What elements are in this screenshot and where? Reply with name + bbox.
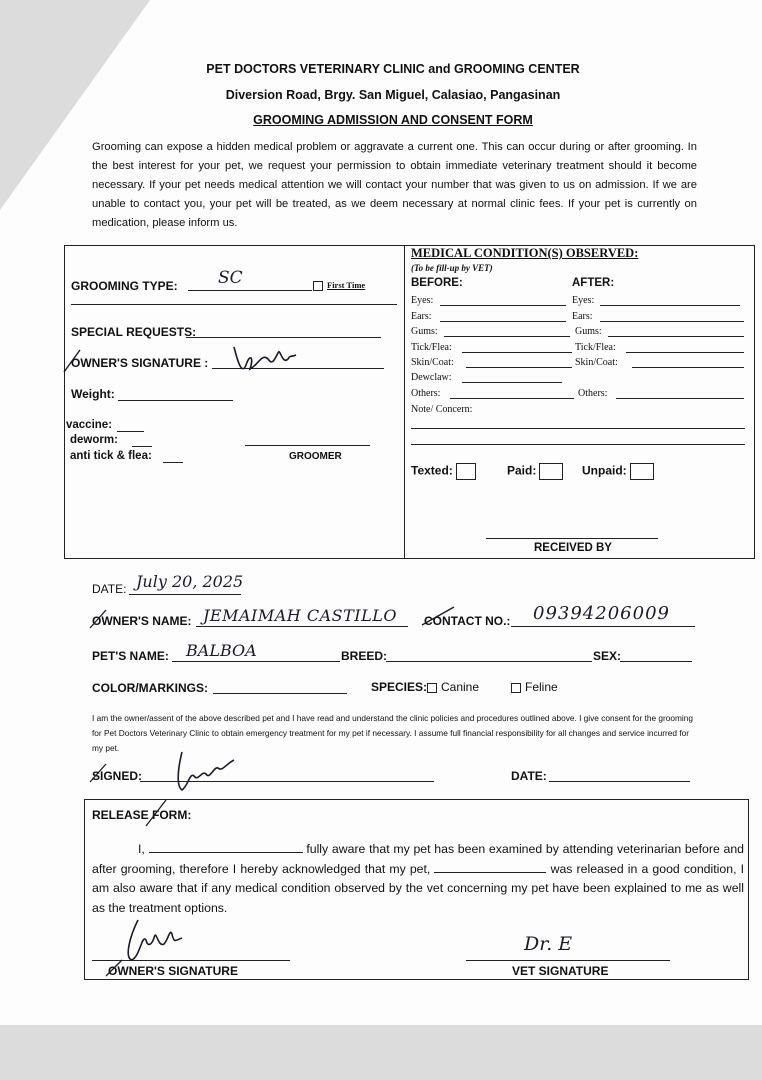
after-eyes-line (600, 305, 740, 306)
release-owner-signature-label: OWNER'S SIGNATURE (108, 964, 238, 978)
after-others-label: Others: (578, 388, 608, 399)
grooming-type-label: GROOMING TYPE: (71, 279, 178, 293)
medical-condition-title: MEDICAL CONDITION(S) OBSERVED: (411, 246, 639, 260)
canine-option[interactable] (427, 680, 479, 694)
groomer-label: GROOMER (289, 451, 342, 462)
release-owner-signature-scribble (118, 914, 188, 966)
medical-condition-subtitle: (To be fill-up by VET) (411, 263, 493, 273)
pet-name-label: PET'S NAME: (92, 649, 169, 663)
signed-label: SIGNED: (92, 769, 143, 783)
after-others-line (616, 398, 744, 399)
after-tickflea-label: Tick/Flea: (575, 342, 616, 353)
deworm-line (132, 446, 152, 447)
contact-value[interactable]: 09394206009 (533, 603, 670, 624)
paid-option[interactable] (507, 463, 563, 480)
vaccine-line (117, 431, 144, 432)
texted-label: Texted: (411, 463, 453, 478)
intro-text: Grooming can expose a hidden medical problem or aggravate a current one. This can occur during or after grooming. In the best interest for your pet, we request your permission to obtain immediate veterinary treatment should it become necessary. If your pet needs medical attention we will contact your number that was given to us on admission. If we are unable to contact you, your pet will be treated, as we deem necessary at normal clinic fees. If your pet is currently on medication, please inform us. (92, 141, 697, 229)
after-skincoat-label: Skin/Coat: (575, 357, 618, 368)
after-tickflea-line (626, 352, 744, 353)
date-value[interactable]: July 20, 2025 (136, 572, 244, 591)
after-skincoat-line (632, 367, 744, 368)
before-skincoat-line (466, 367, 572, 368)
before-dewclaw-line (462, 382, 562, 383)
contact-label: CONTACT NO.: (424, 614, 511, 628)
release-text-middle: fully aware that my pet has been examined by attending veterinarian before and after grooming, therefore I hereby acknowledged that my pet, (92, 842, 745, 876)
vet-signature-label: VET SIGNATURE (512, 964, 609, 978)
feline-label: Feline (525, 680, 558, 694)
consent-text: I am the owner/assent of the above described pet and I have read and understand the clinic policies and procedures outlined above. I give consent for the grooming for Pet Doctors Veterinary Clinic to obtain emergency treatment for my pet if necessary. I assume full financial responsibility for all changes and service incurred for my pet. (92, 713, 693, 753)
before-tickflea-line (462, 352, 572, 353)
owner-name-line (196, 626, 408, 627)
vaccine-label: vaccine: (66, 419, 113, 431)
before-others-label: Others: (411, 388, 441, 399)
grooming-type-line (188, 290, 312, 291)
signed-signature-scribble (168, 746, 240, 796)
texted-checkbox[interactable] (456, 463, 476, 480)
owner-name-strike-mark (86, 608, 108, 632)
release-strike-mark (140, 798, 170, 828)
before-label: BEFORE: (411, 277, 463, 289)
before-eyes-line (440, 305, 566, 306)
release-text (92, 840, 744, 918)
contact-line (511, 626, 695, 627)
date-label: DATE: (92, 582, 127, 596)
species-label: SPECIES: (371, 680, 428, 694)
unpaid-checkbox[interactable] (630, 463, 654, 480)
after-gums-label: Gums: (575, 326, 602, 337)
signed-date-line (549, 781, 690, 782)
received-by-label: RECEIVED BY (534, 542, 612, 554)
signed-date-label: DATE: (511, 769, 547, 783)
note-line-1 (411, 428, 745, 429)
first-time-checkbox[interactable] (313, 281, 323, 291)
grooming-type-second-line (71, 304, 397, 305)
owner-name-value[interactable]: JEMAIMAH CASTILLO (203, 606, 397, 625)
before-gums-line (444, 336, 570, 337)
canine-checkbox[interactable] (427, 683, 437, 693)
owner-signature-label: OWNER'S SIGNATURE : (71, 356, 209, 370)
breed-label: BREED: (341, 649, 388, 663)
anti-tick-label: anti tick & flea: (70, 450, 152, 462)
before-tickflea-label: Tick/Flea: (411, 342, 452, 353)
first-time-label: First Time (327, 280, 366, 290)
owner-name-label: OWNER'S NAME: (92, 614, 192, 628)
before-ears-line (440, 321, 566, 322)
sex-line (620, 661, 692, 662)
form-title: GROOMING ADMISSION AND CONSENT FORM (253, 113, 533, 127)
owner-signature-scribble (228, 335, 300, 383)
after-ears-label: Ears: (572, 311, 593, 322)
feline-checkbox[interactable] (511, 683, 521, 693)
received-by-line (486, 538, 658, 539)
vet-signature-value[interactable]: Dr. E (524, 933, 573, 955)
special-requests-label: SPECIAL REQUESTS: (71, 325, 197, 339)
clinic-address: Diversion Road, Brgy. San Miguel, Calasiao, Pangasinan (225, 88, 561, 102)
paid-label: Paid: (507, 463, 537, 478)
before-eyes-label: Eyes: (411, 295, 434, 306)
clinic-name: PET DOCTORS VETERINARY CLINIC and GROOMING CENTER (206, 62, 580, 76)
color-markings-line (213, 693, 347, 694)
anti-tick-line (163, 462, 183, 463)
before-dewclaw-label: Dewclaw: (411, 372, 452, 383)
breed-line (386, 661, 592, 662)
note-line-2 (411, 444, 745, 445)
first-time-option[interactable] (313, 280, 365, 291)
release-text-end: was released in a good condition, I am also aware that if any medical condition observed by the vet concerning my pet have been explained to me as well as the treatment options. (92, 861, 745, 915)
note-concern-label: Note/ Concern: (411, 404, 473, 415)
after-ears-line (600, 321, 744, 322)
panel-divider (404, 245, 405, 558)
unpaid-label: Unpaid: (582, 463, 627, 478)
groomer-line (245, 445, 370, 446)
after-gums-line (608, 336, 744, 337)
date-line (129, 594, 241, 595)
after-label: AFTER: (572, 277, 615, 289)
release-text-i: I, (138, 842, 145, 856)
sex-label: SEX: (593, 649, 622, 663)
before-gums-label: Gums: (411, 326, 438, 337)
paid-checkbox[interactable] (539, 463, 563, 480)
signed-strike-mark (86, 762, 108, 786)
texted-option[interactable] (411, 463, 476, 480)
deworm-label: deworm: (70, 434, 118, 446)
vet-signature-line (466, 960, 670, 961)
release-owner-strike-mark (102, 958, 124, 980)
before-skincoat-label: Skin/Coat: (411, 357, 454, 368)
release-pet-name-blank[interactable] (434, 872, 546, 873)
after-eyes-label: Eyes: (572, 295, 595, 306)
signature-strike-mark (60, 348, 84, 376)
pet-name-value[interactable]: BALBOA (186, 641, 257, 660)
release-title: RELEASE FORM: (92, 808, 192, 822)
unpaid-option[interactable] (582, 463, 654, 480)
weight-line (118, 400, 233, 401)
canine-label: Canine (441, 680, 480, 694)
grooming-type-value[interactable]: SC (218, 268, 243, 288)
feline-option[interactable] (511, 680, 558, 694)
pet-name-line (172, 661, 340, 662)
release-owner-name-blank[interactable] (149, 852, 303, 853)
contact-strike-mark (418, 605, 458, 629)
before-others-line (450, 398, 574, 399)
weight-label: Weight: (71, 387, 115, 401)
color-markings-label: COLOR/MARKINGS: (92, 681, 208, 695)
before-ears-label: Ears: (411, 311, 432, 322)
